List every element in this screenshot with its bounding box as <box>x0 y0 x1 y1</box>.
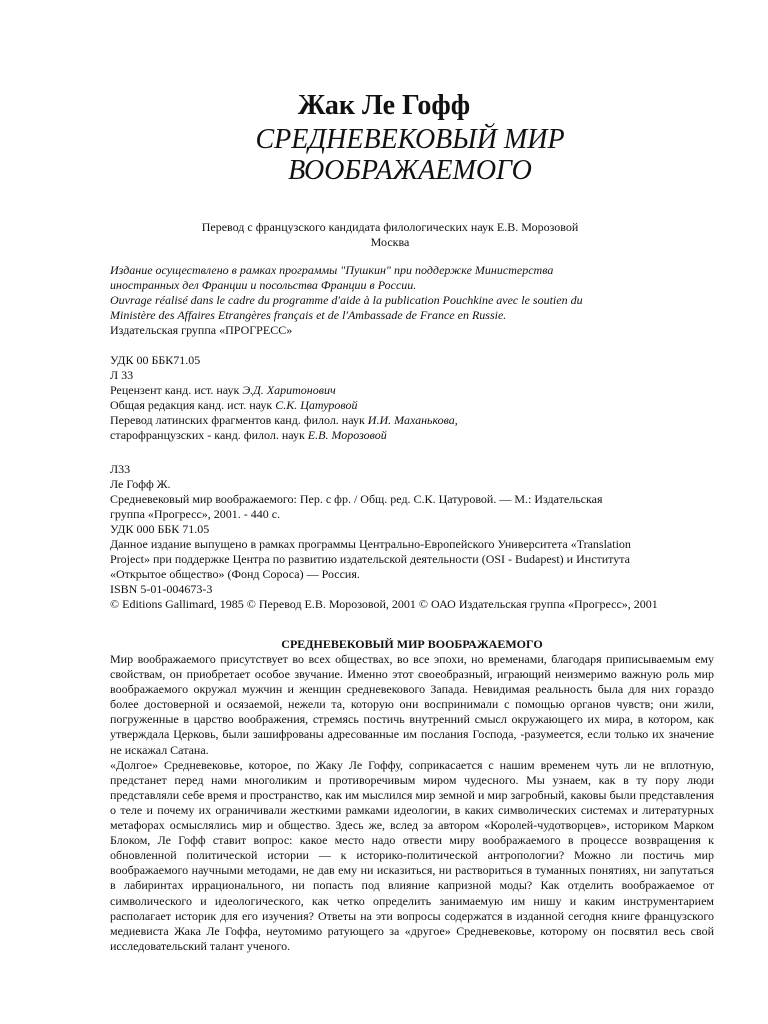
catalog-description: группа «Прогресс», 2001. - 440 с. <box>110 507 281 521</box>
book-title-line: СРЕДНЕВЕКОВЫЙ МИР <box>255 124 565 155</box>
latin-translator-line <box>110 413 655 428</box>
editor-name: С.К. Цатуровой <box>275 398 358 412</box>
translator-line: Перевод с французского кандидата филологических наук Е.В. Морозовой <box>201 220 579 234</box>
program-note: Project» при поддержке Центра по развитию издательской деятельности (OSI - Budapest) и Института <box>110 552 630 566</box>
udk-code: УДК 00 ББК71.05 <box>110 353 201 367</box>
edition-fr-line: Ministère des Affaires Etrangères français et de l'Ambassade de France en Russie. <box>110 308 507 322</box>
book-title-line: ВООБРАЖАЕМОГО <box>288 155 532 186</box>
latin-translator-label: Перевод латинских фрагментов канд. филол. наук <box>110 413 368 427</box>
catalog-index: Л 33 <box>110 368 134 382</box>
reviewer-label: Рецензент канд. ист. наук <box>110 383 243 397</box>
program-note: «Открытое общество» (Фонд Сороса) — Россия. <box>110 567 360 581</box>
editor-label: Общая редакция канд. ист. наук <box>110 398 276 412</box>
edition-fr-line: Ouvrage réalisé dans le cadre du programme d'aide à la publication Pouchkine avec le soutien du <box>110 293 583 307</box>
credits-block <box>110 353 655 443</box>
book-author: Жак Ле Гофф <box>297 90 471 121</box>
edition-ru-line: иностранных дел Франции и посольства Франции в России. <box>110 278 417 292</box>
isbn: ISBN 5-01-004673-3 <box>110 582 213 596</box>
udk-code: УДК 000 ББК 71.05 <box>110 522 210 536</box>
article-paragraph: Мир воображаемого присутствует во всех обществах, во все эпохи, но временами, благодаря приписываемым ему свойствам, он приобретает особое звучание. Именно этот своеобразный, играющий неизмеримо важную роль мир воображаемого окружал мужчин и женщин средневекового Запада. Невидимая реальность была для них гораздо более достоверной и осязаемой, нежели та, которую они воспринимали с помощью органов чувств; они жили, погруженные в царство воображения, стремясь постичь внутренний смысл окружающего их мира, в котором, как утверждала Церковь, были зашифрованы адресованные им послания Господа, -разумеется, если только их значение не искажал Сатана. <box>110 652 714 757</box>
reviewer-line <box>110 383 655 398</box>
edition-notice <box>110 263 655 338</box>
oldfr-translator-name: Е.В. Морозовой <box>307 428 387 442</box>
oldfr-translator-label: старофранцузских - канд. филол. наук <box>110 428 308 442</box>
book-title <box>200 124 620 186</box>
article-paragraph: «Долгое» Средневековье, которое, по Жаку Ле Гоффу, соприкасается с нашим временем чуть ли не вплотную, предстанет перед нами многоликим и противоречивым миром чудесного. Мы узнаем, как в ту пору люди представляли себе время и пространство, как им мыслился мир земной и мир загробный, каковы были представления о теле и почему их ограничивали жесткими рамками идеологии, в каких символических системах и литературных метафорах осмыслялись мир и общество. Здесь же, вслед за автором «Королей-чудотворцев», историком Марком Блоком, Ле Гофф ставит вопрос: какое место надо отвести миру воображаемого в процессе возвращения к обновленной политической истории — к историко-политической антропологии? Можно ли постичь мир воображаемого научными методами, не дав ему ни исказиться, ни раствориться в туманных понятиях, ни запутаться в лабиринтах иррационального, ни попасть под влияние капризной моды? Как отделить воображаемое от символического и идеологического, как четко определить занимаемую им нишу и каким инструментарием располагает историк для его изучения? Ответы на эти вопросы содержатся в изданной сегодня книге французского медиевиста Жака Ле Гоффа, неутомимо ратующего за «другое» Средневековье, которому он посвятил весь свой исследовательский талант ученого. <box>110 757 714 953</box>
copyright-line: © Editions Gallimard, 1985 © Перевод Е.В. Морозовой, 2001 © ОАО Издательская группа «Прогресс», 2001 <box>110 597 658 611</box>
edition-ru-line: Издание осуществлено в рамках программы "Пушкин" при поддержке Министерства <box>110 263 554 277</box>
article-body <box>110 652 714 954</box>
publisher-name: Издательская группа «ПРОГРЕСС» <box>110 323 293 337</box>
catalog-index: Л33 <box>110 462 131 476</box>
article-title: СРЕДНЕВЕКОВЫЙ МИР ВООБРАЖАЕМОГО <box>281 637 543 651</box>
oldfr-translator-line <box>110 428 655 443</box>
catalog-description: Средневековый мир воображаемого: Пер. с фр. / Общ. ред. С.К. Цатуровой. — М.: Издательская <box>110 492 603 506</box>
reviewer-name: Э.Д. Харитонович <box>242 383 336 397</box>
program-note: Данное издание выпущено в рамках программы Центрально-Европейского Университета «Translation <box>110 537 631 551</box>
catalog-block <box>110 462 658 612</box>
latin-translator-name: И.И. Маханькова, <box>367 413 458 427</box>
publication-city: Москва <box>370 235 410 249</box>
catalog-author: Ле Гофф Ж. <box>110 477 171 491</box>
editor-line <box>110 398 655 413</box>
